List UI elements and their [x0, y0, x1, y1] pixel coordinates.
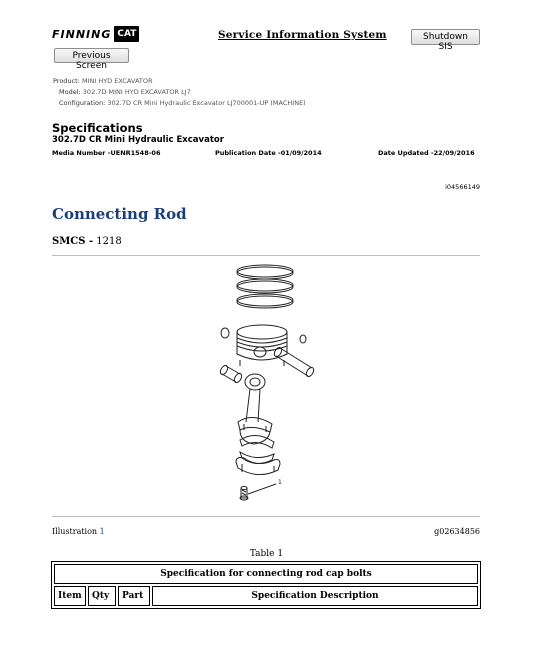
piston-pin: [273, 346, 315, 378]
cap-bolt: [240, 487, 248, 501]
callout-leader: [248, 484, 276, 494]
media-number: Media Number -UENR1548-06: [52, 149, 161, 157]
table-title-row: [54, 564, 478, 584]
callout-number: 1: [278, 479, 282, 486]
specifications-heading: Specifications: [52, 121, 143, 135]
publication-date: Publication Date -01/09/2014: [215, 149, 322, 157]
piston-rings: [237, 265, 293, 308]
configuration-value: 302.7D CR Mini Hydraulic Excavator LJ700001-UP (MACHINE): [107, 99, 306, 107]
illustration-link[interactable]: 1: [99, 527, 105, 536]
model-line: [59, 88, 191, 96]
column-header-part: Part: [118, 586, 150, 606]
product-line: [53, 77, 153, 85]
document-id: i04566149: [445, 183, 480, 191]
cat-badge: CAT: [114, 26, 139, 42]
column-header-item: Item: [54, 586, 86, 606]
configuration-line: [59, 99, 306, 107]
bearing-upper: [240, 435, 274, 448]
piston: [237, 325, 287, 366]
bushing: [219, 364, 243, 384]
smcs-label: SMCS -: [52, 236, 94, 247]
machine-subheading: 302.7D CR Mini Hydraulic Excavator: [52, 135, 224, 145]
page-title: Connecting Rod: [52, 205, 187, 223]
product-value: MINI HYD EXCAVATOR: [81, 77, 153, 85]
graphic-id: g02634856: [434, 527, 480, 536]
logo-text: FINNING: [52, 27, 112, 41]
date-updated: Date Updated -22/09/2016: [378, 149, 475, 157]
smcs-value: 1218: [96, 236, 122, 247]
configuration-label: Configuration:: [59, 99, 106, 107]
connecting-rod: [238, 374, 272, 444]
illustration-label: Illustration: [52, 527, 98, 536]
system-title: Service Information System: [218, 29, 387, 41]
specification-table: [51, 561, 481, 609]
rod-cap: [236, 458, 280, 475]
divider: [52, 516, 480, 517]
connecting-rod-illustration: [200, 262, 336, 508]
table-header-row: [54, 586, 478, 606]
snap-ring-left: [221, 328, 229, 338]
smcs-code: [52, 236, 122, 247]
product-label: Product:: [53, 77, 80, 85]
snap-ring-right: [300, 335, 306, 343]
column-header-spec-description: Specification Description: [152, 586, 478, 606]
table-caption: Table 1: [249, 549, 284, 559]
finning-cat-logo: [52, 26, 139, 42]
previous-screen-button[interactable]: Previous Screen: [54, 48, 129, 63]
model-value: 302.7D MINI HYD EXCAVATOR LJ7: [82, 88, 191, 96]
model-label: Model:: [59, 88, 81, 96]
shutdown-sis-button[interactable]: Shutdown SIS: [411, 29, 480, 45]
column-header-qty: Qty: [88, 586, 116, 606]
table-title: Specification for connecting rod cap bolts: [54, 564, 478, 584]
divider: [52, 255, 480, 256]
illustration-caption: [52, 527, 105, 536]
